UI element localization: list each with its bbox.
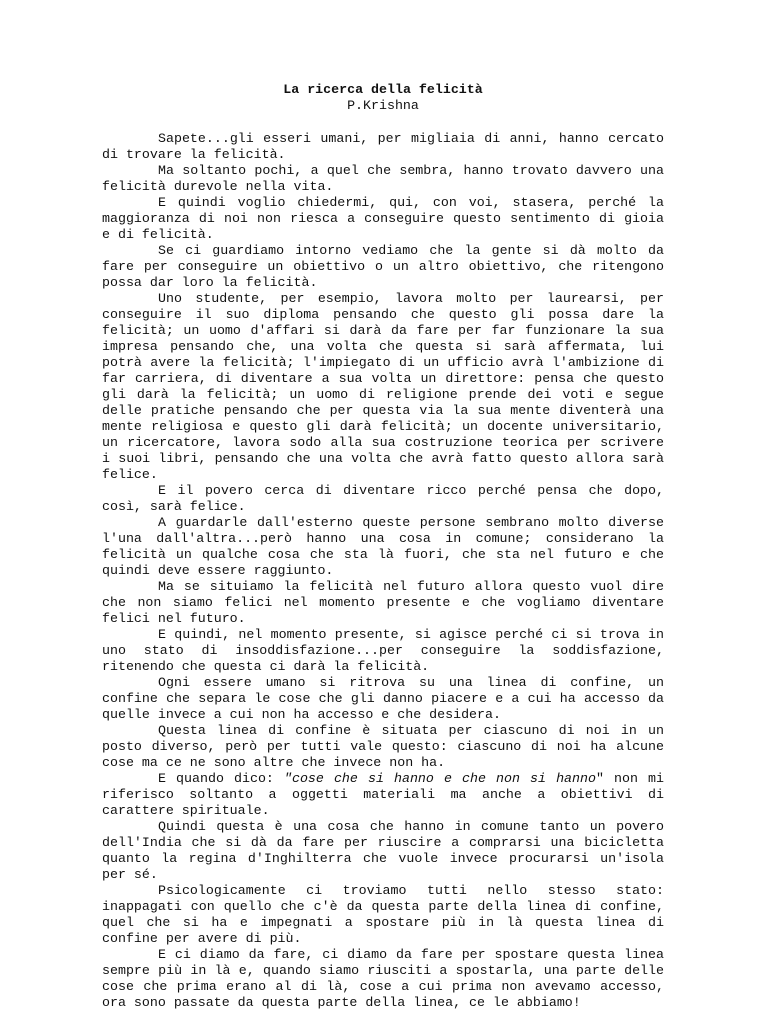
document-author: P.Krishna	[347, 98, 419, 113]
paragraph: Quindi questa è una cosa che hanno in comune tanto un povero dell'India che si dà da fare per riuscire a comprarsi una bicicletta quanto la regina d'Inghilterra che vuole invece procurarsi un'isola per sé.	[102, 819, 664, 882]
paragraph: E ci diamo da fare, ci diamo da fare per spostare questa linea sempre più in là e, quando siamo riusciti a spostarla, una parte delle cose che prima erano al di là, cose a cui prima non avevamo accesso, ora sono passate da questa parte della linea, ce le abbiamo!	[102, 947, 664, 1010]
paragraph: Uno studente, per esempio, lavora molto per laurearsi, per conseguire il suo diploma pensando che questo gli possa dare la felicità; un uomo d'affari si darà da fare per far funzionare la sua impresa pensando che, una volta che questa si sarà affermata, lui potrà avere la felicità; l'impiegato di un ufficio avrà l'ambizione di far carriera, di diventare a sua volta un direttore: pensa che questo gli darà la felicità; un uomo di religione prende dei voti e segue delle pratiche pensando che per questa via la sua mente diventerà una mente religiosa e questo gli darà felicità; un docente universitario, un ricercatore, lavora sodo alla sua costruzione teorica per scrivere i suoi libri, pensando che una volta che avrà fatto questo allora sarà felice.	[102, 291, 664, 482]
paragraph: Ma soltanto pochi, a quel che sembra, hanno trovato davvero una felicità durevole nella vita.	[102, 163, 664, 194]
paragraph: E il povero cerca di diventare ricco perché pensa che dopo, così, sarà felice.	[102, 483, 664, 514]
italic-quote: "cose che si hanno e che non si hanno	[283, 771, 596, 786]
paragraph-text-after-quote: " non mi riferisco soltanto a oggetti materiali ma anche a obiettivi di carattere spirituale.	[102, 771, 664, 818]
paragraph-text-before-quote: E quando dico:	[158, 771, 284, 786]
paragraph: Ogni essere umano si ritrova su una linea di confine, un confine che separa le cose che gli danno piacere e a cui ha accesso da quelle invece a cui non ha accesso e che desidera.	[102, 675, 664, 722]
paragraph: E quindi, nel momento presente, si agisce perché ci si trova in uno stato di insoddisfazione...per conseguire la soddisfazione, ritenendo che questa ci darà la felicità.	[102, 627, 664, 674]
paragraph: Sapete...gli esseri umani, per migliaia di anni, hanno cercato di trovare la felicità.	[102, 131, 664, 162]
paragraph: E quindi voglio chiedermi, qui, con voi, stasera, perché la maggioranza di noi non riesca a conseguire questo sentimento di gioia e di felicità.	[102, 195, 664, 242]
paragraph-with-quote	[102, 771, 664, 819]
paragraph: Psicologicamente ci troviamo tutti nello stesso stato: inappagati con quello che c'è da questa parte della linea di confine, quel che si ha e impegnati a spostare più in là questa linea di confine per avere di più.	[102, 883, 664, 946]
document-title: La ricerca della felicità	[283, 82, 483, 97]
paragraph: Se ci guardiamo intorno vediamo che la gente si dà molto da fare per conseguire un obiettivo o un altro obiettivo, che ritengono possa dar loro la felicità.	[102, 243, 664, 290]
paragraph: Questa linea di confine è situata per ciascuno di noi in un posto diverso, però per tutti vale questo: ciascuno di noi ha alcune cose ma ce ne sono altre che invece non ha.	[102, 723, 664, 770]
paragraph: A guardarle dall'esterno queste persone sembrano molto diverse l'una dall'altra...però hanno una cosa in comune; considerano la felicità un qualche cosa che sta là fuori, che sta nel futuro e che quindi deve essere raggiunto.	[102, 515, 664, 578]
paragraph: Ma se situiamo la felicità nel futuro allora questo vuol dire che non siamo felici nel momento presente e che vogliamo diventare felici nel futuro.	[102, 579, 664, 626]
